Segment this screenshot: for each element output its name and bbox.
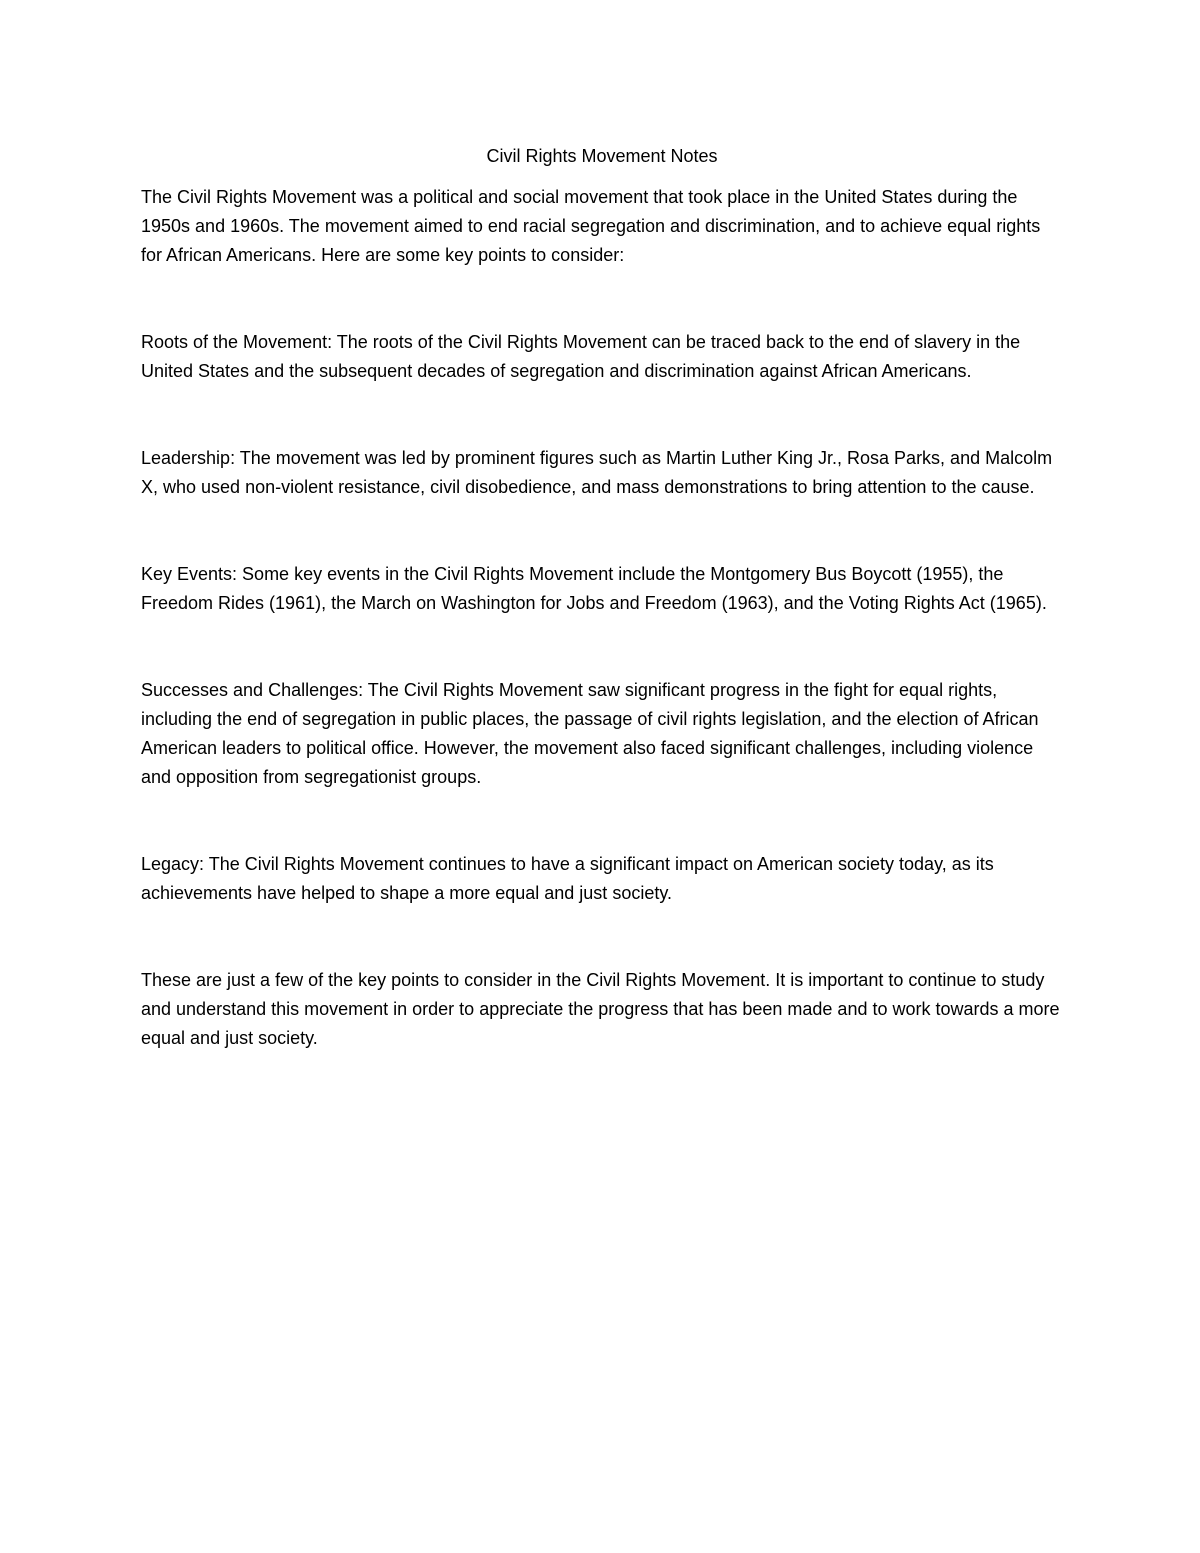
paragraph-spacer [141,792,1063,850]
roots-paragraph: Roots of the Movement: The roots of the Civil Rights Movement can be traced back to the end of slavery in the United States and the subsequent decades of segregation and discrimination against African Americans. [141,332,1021,381]
paragraph-spacer [141,386,1063,444]
paragraph-spacer [141,270,1063,328]
document-body [141,142,1063,1053]
legacy-paragraph: Legacy: The Civil Rights Movement continues to have a significant impact on American society today, as its achievements have helped to shape a more equal and just society. [141,854,994,903]
intro-paragraph: The Civil Rights Movement was a political and social movement that took place in the United States during the 1950s and 1960s. The movement aimed to end racial segregation and discrimination, and to achieve equal rights for African Americans. Here are some key points to consider: [141,187,1041,265]
paragraph-spacer [141,908,1063,966]
paragraph-spacer [141,502,1063,560]
leadership-paragraph: Leadership: The movement was led by prominent figures such as Martin Luther King Jr., Rosa Parks, and Malcolm X, who used non-violent resistance, civil disobedience, and mass demonstrations to bring attention to the cause. [141,448,1053,497]
key-events-paragraph: Key Events: Some key events in the Civil Rights Movement include the Montgomery Bus Boycott (1955), the Freedom Rides (1961), the March on Washington for Jobs and Freedom (1963), and the Voting Rights Act (1965). [141,564,1047,613]
document-title: Civil Rights Movement Notes [486,146,718,166]
paragraph-spacer [141,618,1063,676]
conclusion-paragraph: These are just a few of the key points to consider in the Civil Rights Movement. It is important to continue to study and understand this movement in order to appreciate the progress that has been made and to work towards a more equal and just society. [141,970,1060,1048]
successes-challenges-paragraph: Successes and Challenges: The Civil Rights Movement saw significant progress in the fight for equal rights, including the end of segregation in public places, the passage of civil rights legislation, and the election of African American leaders to political office. However, the movement also faced significant challenges, including violence and opposition from segregationist groups. [141,680,1039,787]
